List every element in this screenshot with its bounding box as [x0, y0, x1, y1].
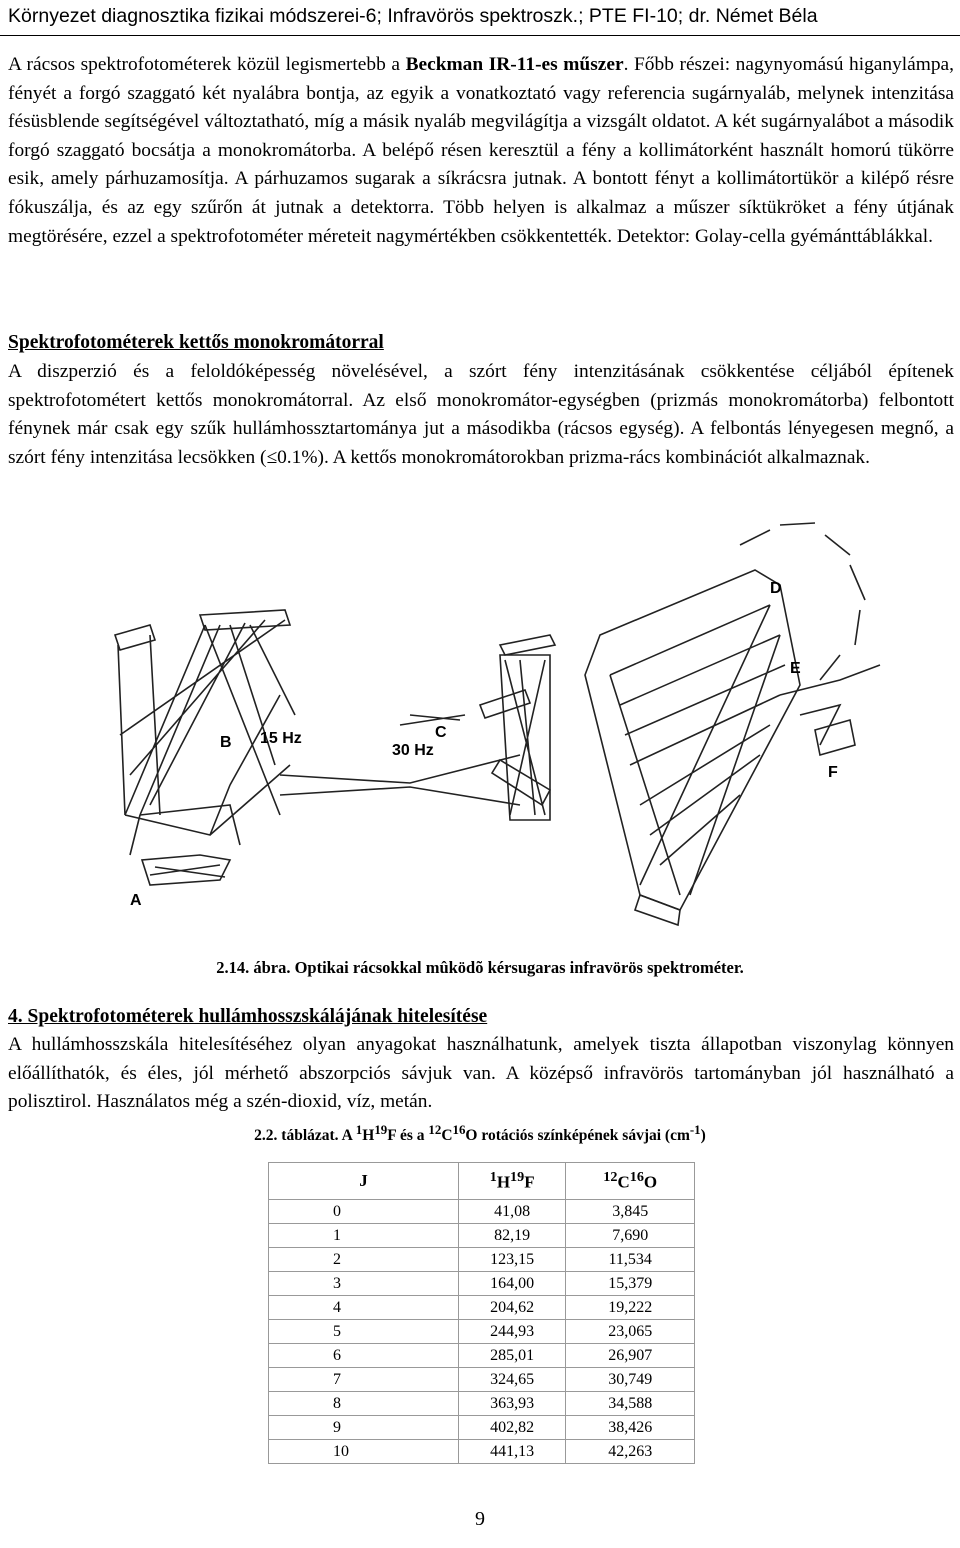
monochromator-large — [585, 570, 800, 910]
cell-j: 1 — [269, 1224, 459, 1248]
cell-co: 23,065 — [566, 1320, 695, 1344]
cell-hf: 164,00 — [458, 1272, 566, 1296]
col-header-hf: $^1H^{19}F$ — [458, 1163, 566, 1200]
table-row — [269, 1416, 695, 1440]
paragraph-beckman — [8, 51, 954, 251]
cell-hf: 244,93 — [458, 1320, 566, 1344]
cell-hf: 324,65 — [458, 1368, 566, 1392]
table-row — [269, 1200, 695, 1224]
table-header-row — [269, 1163, 695, 1200]
label-b: B — [220, 734, 232, 751]
section-heading-wavelength-calibration: 4. Spektrofotométerek hullámhosszskálájának hitelesítése — [8, 1006, 488, 1027]
cell-j: 3 — [269, 1272, 459, 1296]
cell-co: 7,690 — [566, 1224, 695, 1248]
mirror-b-top — [115, 625, 155, 650]
table-row — [269, 1392, 695, 1416]
table-row — [269, 1440, 695, 1464]
para1-rest: . Főbb részei: nagynyomású higanylámpa, fényét a forgó szaggató két nyalábra bontja, az egyik a vonatkoztató vagy referencia sugárnyaláb, melynek intenzitása fésüsblende segítségével változtatható, míg a másik nyaláb megvilágítja a vizsgált oldatot. A két sugárnyalábot a második forgó szaggató bocsátja a monokromátorba. A belépő résen keresztül a fény a kollimátorként használt homorú tükörre esik, amely párhuzamosítja. A párhuzamos sugarak a síkrácsra jutnak. A bontott fényt a kollimátortükör a kilépő résre fókuszálja, és az egy szűrőn át jutnak a detektorra. Több helyen is alkalmaz a műszer síktükröket a fény útjának megtörésére, ezzel a spektrofotométer méreteit nagymértékben csökkentették. Detektor: Golay-cella gyémánttáblákkal. — [8, 54, 954, 247]
cell-j: 5 — [269, 1320, 459, 1344]
section-heading-double-monochromator: Spektrofotométerek kettős monokromátorral — [8, 332, 384, 353]
figure-caption: 2.14. ábra. Optikai rácsokkal mûködõ kérsugaras infravörös spektrométer. — [216, 958, 744, 977]
table-row — [269, 1272, 695, 1296]
cell-co: 34,588 — [566, 1392, 695, 1416]
cell-hf: 402,82 — [458, 1416, 566, 1440]
cell-co: 30,749 — [566, 1368, 695, 1392]
cell-co: 26,907 — [566, 1344, 695, 1368]
paragraph-double-monochromator — [8, 358, 954, 472]
cell-hf: 123,15 — [458, 1248, 566, 1272]
label-d: D — [770, 580, 782, 597]
grating-bottom — [635, 895, 680, 925]
label-a: A — [130, 892, 142, 909]
cell-j: 6 — [269, 1344, 459, 1368]
mirror-center-top — [500, 635, 555, 655]
label-f: F — [828, 764, 838, 781]
label-c: C — [435, 724, 447, 741]
label-b-frequency: 15 Hz — [260, 730, 302, 747]
chopper-c-beams — [280, 715, 520, 805]
cell-j: 4 — [269, 1296, 459, 1320]
table-row — [269, 1344, 695, 1368]
cell-j: 8 — [269, 1392, 459, 1416]
monochromator-small-beams — [505, 660, 545, 815]
label-c-frequency: 30 Hz — [392, 742, 434, 759]
mirror-b-grid-top — [200, 610, 290, 630]
le-symbol: ≤ — [266, 446, 278, 468]
cell-hf: 41,08 — [458, 1200, 566, 1224]
table-row — [269, 1368, 695, 1392]
cell-co: 3,845 — [566, 1200, 695, 1224]
mirror-d-ring — [740, 523, 865, 680]
table-row — [269, 1248, 695, 1272]
cell-j: 10 — [269, 1440, 459, 1464]
monochromator-large-beams — [610, 605, 785, 895]
mirror-b-assembly — [118, 635, 160, 815]
cell-hf: 363,93 — [458, 1392, 566, 1416]
table-caption: 2.2. táblázat. A $^1H^{19}F$ és a $^{12}C^{16}O$ rotációs színképének sávjai $(cm^{-1})$ — [254, 1122, 706, 1145]
para1-lead: A rácsos spektrofotométerek közül legismertebb a — [8, 54, 406, 75]
beam-lines-b — [120, 620, 295, 815]
cell-j: 9 — [269, 1416, 459, 1440]
rotational-bands-table — [268, 1162, 695, 1464]
table-row — [269, 1296, 695, 1320]
col-header-j: J — [269, 1163, 459, 1200]
cell-j: 2 — [269, 1248, 459, 1272]
para1-instrument-name: Beckman IR-11-es műszer — [405, 54, 624, 75]
label-e: E — [790, 660, 801, 677]
mirror-center-right — [480, 690, 530, 718]
page-header: Környezet diagnosztika fizikai módszerei-6; Infravörös spektroszk.; PTE FI-10; dr. Német Béla — [0, 0, 960, 36]
cell-co: 11,534 — [566, 1248, 695, 1272]
cell-j: 0 — [269, 1200, 459, 1224]
section1-text-b: 0.1%). A kettős monokromátorokban prizma-rács kombinációt alkalmaznak. — [277, 446, 870, 468]
cell-hf: 82,19 — [458, 1224, 566, 1248]
cell-co: 19,222 — [566, 1296, 695, 1320]
cell-co: 42,263 — [566, 1440, 695, 1464]
table-row — [269, 1320, 695, 1344]
beam-lines-b2 — [125, 695, 290, 845]
spectrometer-diagram — [80, 515, 940, 945]
cell-hf: 285,01 — [458, 1344, 566, 1368]
cell-j: 7 — [269, 1368, 459, 1392]
detector-f — [815, 720, 855, 755]
cell-hf: 204,62 — [458, 1296, 566, 1320]
mirror-e-beam — [780, 665, 880, 745]
cell-co: 38,426 — [566, 1416, 695, 1440]
page-number: 9 — [475, 1508, 485, 1530]
cell-co: 15,379 — [566, 1272, 695, 1296]
paragraph-wavelength-calibration: A hullámhosszskála hitelesítéséhez olyan anyagokat használhatunk, amelyek tiszta állapotban viszonylag könnyen előállíthatók, és éles, jól mérhető abszorpciós sávjuk van. A középső infravörös tartományban jól használható a polisztirol. Használatos még a szén-dioxid, víz, metán. — [8, 1034, 954, 1113]
col-header-co: $^{12}C^{16}O$ — [566, 1163, 695, 1200]
section1-text-a: A diszperzió és a feloldóképesség növelésével, a szórt fény intenzitásának csökkentése céljából építenek spektrofotométert kettős monokromátorral. Az első monokromátor-egységben (prizmás monokromátorba) felbontott fénynek már csak egy szűk hullámhossztartománya jut a másodikba (rácsos egység). A felbontás lényegesen megnő, a szórt fény intenzitása lecsökken ( — [8, 361, 954, 468]
cell-hf: 441,13 — [458, 1440, 566, 1464]
table-row — [269, 1224, 695, 1248]
